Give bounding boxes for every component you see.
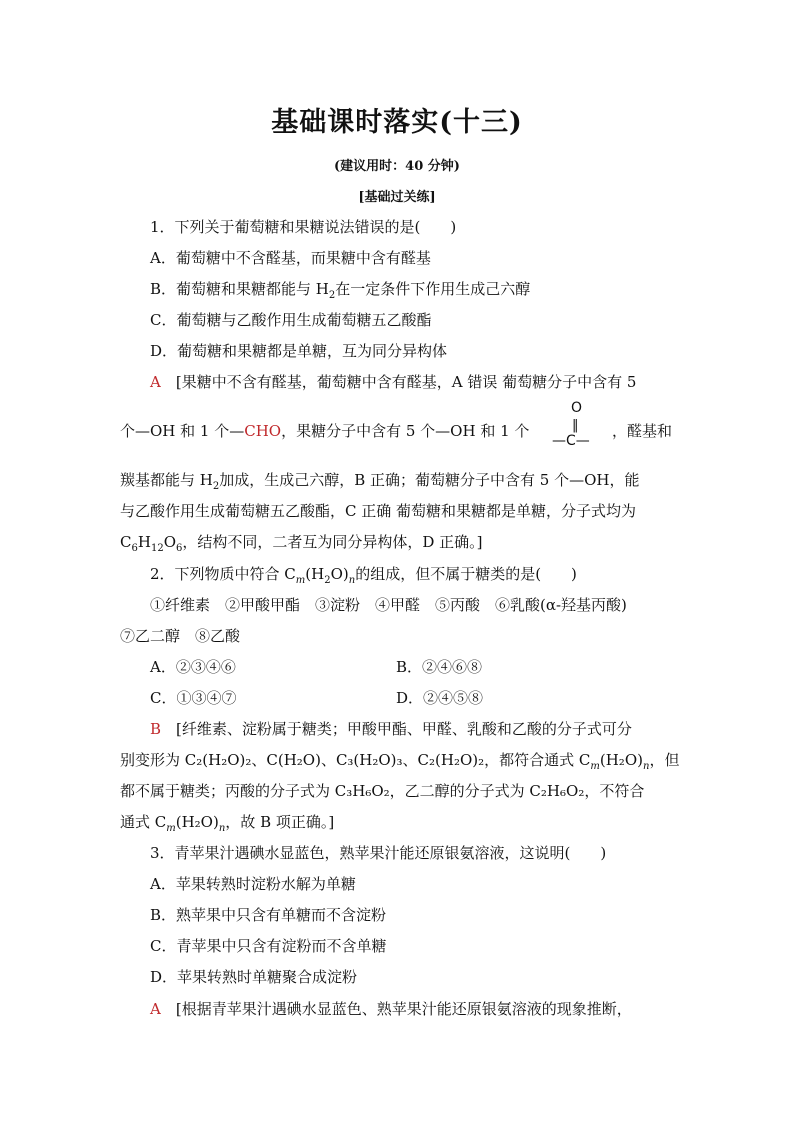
time-suggestion: (建议用时：40 分钟) <box>334 159 460 174</box>
question-1-option-a: A．葡萄糖中不含醛基，而果糖中含有醛基 <box>150 249 431 267</box>
answer-letter: A <box>150 373 161 391</box>
question-2-explanation-line-4: 通式 $C_m(H_2O)_n$，故 B 项正确。] <box>120 813 335 834</box>
question-2-explanation-line-2: 别变形为 C₂(H₂O)₂、C(H₂O)、C₃(H₂O)₃、C₂(H₂O)₂，都符合通式 $C_m(H_2O)_n$，但 <box>120 751 680 772</box>
question-2-option-b: B．②④⑥⑧ <box>396 658 483 676</box>
question-1-option-b: B．葡萄糖和果糖都能与 $H_2$在一定条件下作用生成己六醇 <box>150 280 531 301</box>
question-2-option-c: C．①③④⑦ <box>150 689 237 707</box>
question-1-explanation-line-4: 与乙酸作用生成葡萄糖五乙酸酯，C 正确 葡萄糖和果糖都是单糖，分子式均为 <box>120 502 637 520</box>
question-2-option-d: D．②④⑤⑧ <box>396 689 484 707</box>
question-3-option-c: C．青苹果中只含有淀粉而不含单糖 <box>150 937 387 955</box>
question-3-option-d: D．苹果转熟时单糖聚合成淀粉 <box>150 968 358 986</box>
question-2-explanation-line-1: B [纤维素、淀粉属于糖类；甲酸甲酯、甲醛、乳酸和乙酸的分子式可分 <box>150 720 632 738</box>
question-1-explanation-line-1: A [果糖中不含有醛基，葡萄糖中含有醛基，A 错误 葡萄糖分子中含有 5 <box>150 373 637 391</box>
question-1-explanation-line-2-tail: ，醛基和 <box>612 422 673 440</box>
question-3-option-a: A．苹果转熟时淀粉水解为单糖 <box>150 875 356 893</box>
question-2-items-line-1: ①纤维素 ②甲酸甲酯 ③淀粉 ④甲醛 ⑤丙酸 ⑥乳酸(α-羟基丙酸) <box>150 596 627 614</box>
page-title: 基础课时落实(十三) <box>271 107 523 138</box>
question-1-explanation-line-5: $C_6H_{12}O_6$，结构不同，二者互为同分异构体，D 正确。] <box>120 533 483 554</box>
question-1-explanation-line-2: 个—OH 和 1 个—CHO，果糖分子中含有 5 个—OH 和 1 个 <box>120 422 530 440</box>
question-2-items-line-2: ⑦乙二醇 ⑧乙酸 <box>120 627 241 645</box>
question-2-stem: 2．下列物质中符合 $C_m(H_2O)_n$的组成，但不属于糖类的是( ) <box>150 565 577 586</box>
question-1-option-d: D．葡萄糖和果糖都是单糖，互为同分异构体 <box>150 342 448 360</box>
question-1-stem: 1．下列关于葡萄糖和果糖说法错误的是( ) <box>150 218 457 236</box>
answer-letter: B <box>150 720 162 738</box>
question-2-explanation-line-3: 都不属于糖类；丙酸的分子式为 C₃H₆O₂，乙二醇的分子式为 C₂H₆O₂，不符合 <box>120 782 645 800</box>
question-1-explanation-line-3: 羰基都能与 $H_2$加成，生成己六醇，B 正确；葡萄糖分子中含有 5 个—OH，能 <box>120 471 640 492</box>
question-3-explanation-line-1: A [根据青苹果汁遇碘水显蓝色、熟苹果汁能还原银氨溶液的现象推断， <box>150 1000 632 1018</box>
question-2-option-a: A．②③④⑥ <box>150 658 236 676</box>
carbonyl-structure: O ‖ —C— <box>552 400 590 449</box>
question-1-option-c: C．葡萄糖与乙酸作用生成葡萄糖五乙酸酯 <box>150 311 432 329</box>
question-3-option-b: B．熟苹果中只含有单糖而不含淀粉 <box>150 906 387 924</box>
answer-letter: A <box>150 1000 161 1018</box>
section-heading: [基础过关练] <box>358 190 436 205</box>
question-3-stem: 3．青苹果汁遇碘水显蓝色，熟苹果汁能还原银氨溶液，这说明( ) <box>150 844 607 862</box>
